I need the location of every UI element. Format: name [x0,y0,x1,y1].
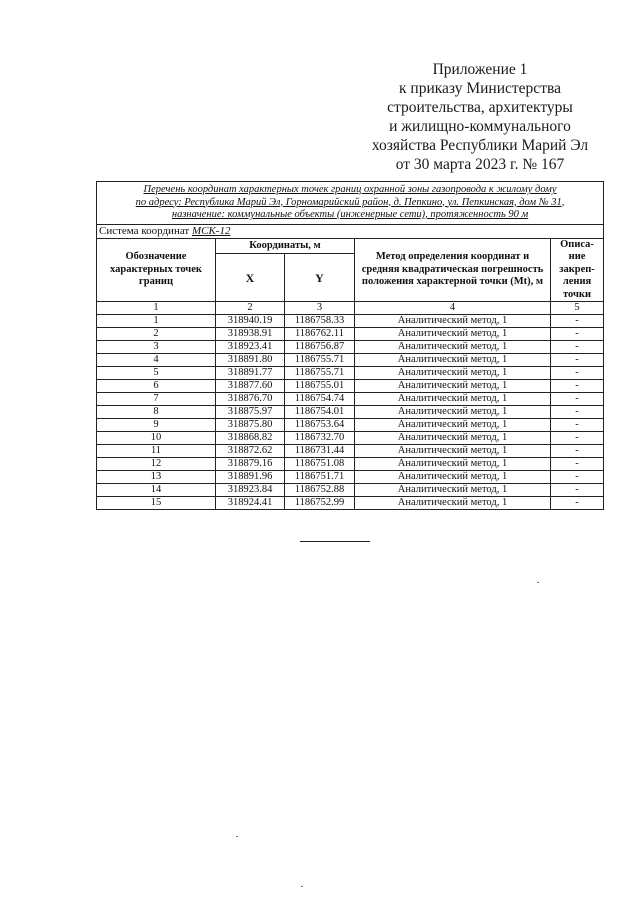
cell-y: 1186755.01 [285,380,355,393]
coordinate-system-label: Система координат [99,225,190,237]
coordinates-table [96,181,604,510]
cell-y: 1186754.74 [285,393,355,406]
cell-y: 1186751.71 [285,471,355,484]
cell-n: 4 [97,354,216,367]
cell-desc: - [551,445,604,458]
cell-y: 1186752.88 [285,484,355,497]
cell-y: 1186751.08 [285,458,355,471]
cell-n: 13 [97,471,216,484]
table-row [97,393,604,406]
cell-n: 14 [97,484,216,497]
cell-method: Аналитический метод, 1 [355,445,551,458]
cell-x: 318875.80 [216,419,285,432]
table-row [97,484,604,497]
header-line: хозяйства Республики Марий Эл [371,137,589,154]
cell-method: Аналитический метод, 1 [355,354,551,367]
cell-desc: - [551,393,604,406]
cell-desc: - [551,497,604,510]
cell-y: 1186752.99 [285,497,355,510]
cell-n: 2 [97,328,216,341]
cell-x: 318923.41 [216,341,285,354]
cell-method: Аналитический метод, 1 [355,315,551,328]
cell-y: 1186732.70 [285,432,355,445]
cell-desc: - [551,432,604,445]
header-line: Приложение 1 [432,61,528,78]
bottom-divider [300,541,370,542]
caption-row [97,182,604,225]
cell-y: 1186762.11 [285,328,355,341]
header-coordinates: Координаты, м [216,238,355,254]
coordinate-system-value: МСК-12 [191,225,231,237]
appendix-header [360,60,600,174]
caption-line: назначение: коммунальные объекты (инженерные сети), протяженность 90 м [171,209,529,220]
cell-desc: - [551,328,604,341]
column-number: 3 [285,302,355,315]
table-caption [97,182,604,225]
cell-n: 12 [97,458,216,471]
cell-method: Аналитический метод, 1 [355,367,551,380]
column-number: 1 [97,302,216,315]
header-y: Y [285,254,355,302]
cell-method: Аналитический метод, 1 [355,471,551,484]
cell-x: 318940.19 [216,315,285,328]
header-line: строительства, архитектуры [387,99,573,116]
header-x: X [216,254,285,302]
cell-x: 318938.91 [216,328,285,341]
cell-method: Аналитический метод, 1 [355,328,551,341]
cell-n: 8 [97,406,216,419]
table-row [97,419,604,432]
cell-x: 318876.70 [216,393,285,406]
cell-n: 3 [97,341,216,354]
coordinate-system-row [97,224,604,238]
cell-method: Аналитический метод, 1 [355,432,551,445]
header-line: от 30 марта 2023 г. № 167 [395,156,565,173]
column-number: 5 [551,302,604,315]
cell-x: 318872.62 [216,445,285,458]
column-number: 2 [216,302,285,315]
header-designation: Обозначение характерных точек границ [97,238,216,302]
cell-desc: - [551,484,604,497]
cell-method: Аналитический метод, 1 [355,484,551,497]
table-row [97,367,604,380]
table-row [97,315,604,328]
table-row [97,471,604,484]
table-row [97,328,604,341]
scan-speck [301,886,303,887]
cell-method: Аналитический метод, 1 [355,458,551,471]
header-description: Описа- ние закреп- ления точки [551,238,604,302]
table-row [97,445,604,458]
header-line: к приказу Министерства [399,80,561,97]
cell-desc: - [551,367,604,380]
header-row [97,238,604,254]
cell-desc: - [551,315,604,328]
table-row [97,432,604,445]
cell-n: 1 [97,315,216,328]
cell-n: 11 [97,445,216,458]
cell-y: 1186754.01 [285,406,355,419]
cell-x: 318879.16 [216,458,285,471]
caption-line: Перечень координат характерных точек границ охранной зоны газопровода к жилому дому [143,184,557,195]
column-number: 4 [355,302,551,315]
cell-desc: - [551,380,604,393]
coordinate-system [97,224,604,238]
cell-n: 7 [97,393,216,406]
cell-desc: - [551,458,604,471]
table-row [97,380,604,393]
scan-speck [537,582,539,583]
cell-x: 318891.77 [216,367,285,380]
cell-desc: - [551,406,604,419]
cell-method: Аналитический метод, 1 [355,419,551,432]
cell-x: 318875.97 [216,406,285,419]
table-row [97,354,604,367]
cell-desc: - [551,341,604,354]
cell-n: 9 [97,419,216,432]
cell-method: Аналитический метод, 1 [355,341,551,354]
cell-method: Аналитический метод, 1 [355,380,551,393]
cell-y: 1186758.33 [285,315,355,328]
cell-x: 318891.80 [216,354,285,367]
cell-desc: - [551,471,604,484]
table-row [97,497,604,510]
cell-method: Аналитический метод, 1 [355,497,551,510]
cell-x: 318891.96 [216,471,285,484]
table-row [97,406,604,419]
caption-line: по адресу: Республика Марий Эл, Горномарийский район, д. Пепкино, ул. Пепкинская, дом № 31, [135,196,565,208]
cell-desc: - [551,419,604,432]
cell-y: 1186753.64 [285,419,355,432]
cell-x: 318923.84 [216,484,285,497]
cell-y: 1186756.87 [285,341,355,354]
cell-desc: - [551,354,604,367]
header-line: и жилищно-коммунального [389,118,571,135]
cell-x: 318877.60 [216,380,285,393]
cell-method: Аналитический метод, 1 [355,406,551,419]
cell-n: 6 [97,380,216,393]
cell-n: 15 [97,497,216,510]
cell-x: 318924.41 [216,497,285,510]
cell-n: 10 [97,432,216,445]
header-method: Метод определения координат и средняя квадратическая погрешность положения характерной точки (Mt), м [355,238,551,302]
table-row [97,458,604,471]
cell-n: 5 [97,367,216,380]
cell-y: 1186755.71 [285,367,355,380]
table-row [97,341,604,354]
cell-y: 1186755.71 [285,354,355,367]
scan-speck [236,836,238,837]
cell-x: 318868.82 [216,432,285,445]
cell-method: Аналитический метод, 1 [355,393,551,406]
cell-y: 1186731.44 [285,445,355,458]
column-number-row [97,302,604,315]
